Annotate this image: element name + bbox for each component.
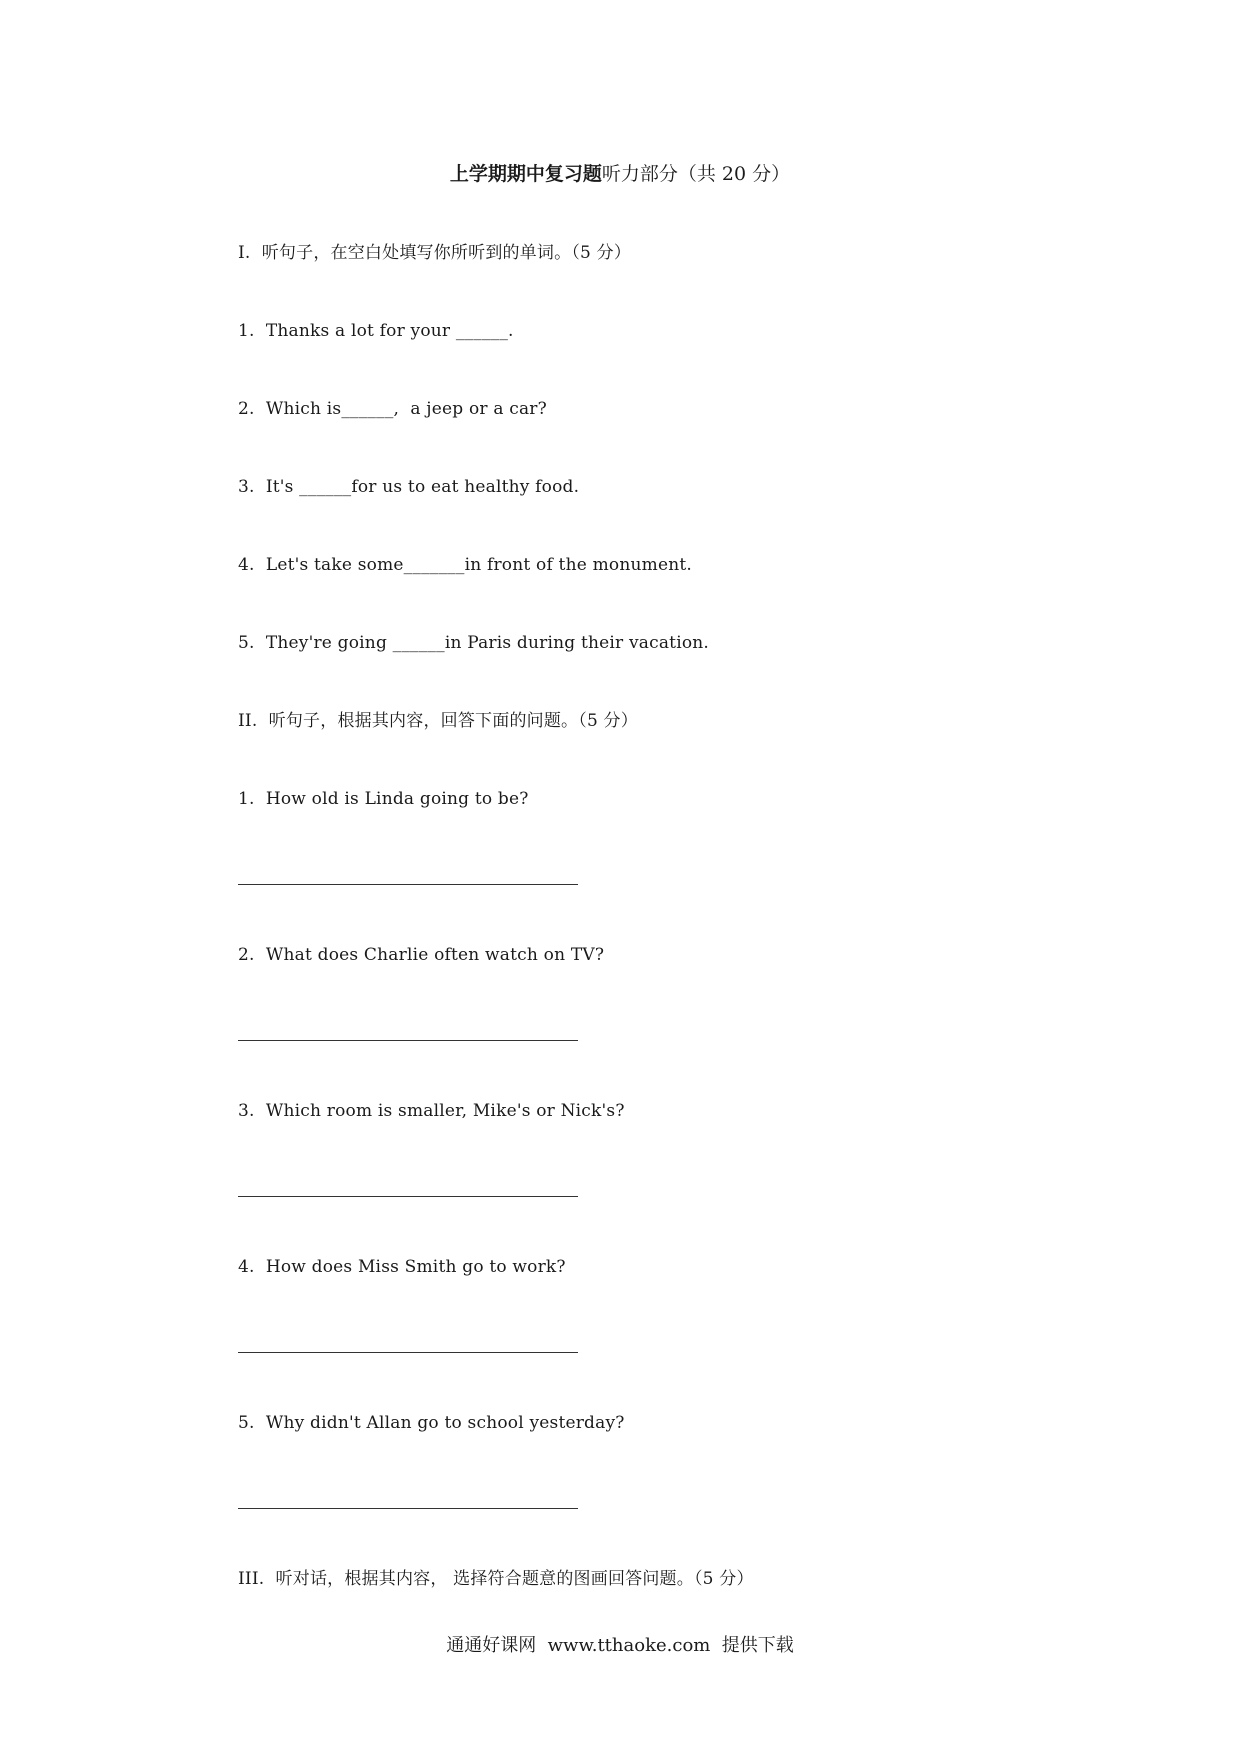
section1-heading: I. 听句子，在空白处填写你所听到的单词。（5 分） (238, 243, 632, 263)
answer-line[interactable] (238, 884, 578, 885)
section2-question-5: 5. Why didn't Allan go to school yesterday? (238, 1413, 625, 1433)
section2-heading: II. 听句子，根据其内容，回答下面的问题。（5 分） (238, 711, 638, 731)
section1-item-4: 4. Let's take some_______in front of the monument. (238, 555, 693, 575)
title-normal: 听力部分（共 20 分） (601, 163, 791, 185)
section1-item-1: 1. Thanks a lot for your ______. (238, 321, 514, 341)
answer-line[interactable] (238, 1196, 578, 1197)
section1-item-5: 5. They're going ______in Paris during their vacation. (238, 633, 710, 653)
answer-line[interactable] (238, 1040, 578, 1041)
section1-item-3: 3. It's ______for us to eat healthy food. (238, 477, 580, 497)
page-title (0, 162, 1240, 186)
title-bold: 上学期期中复习题 (449, 163, 602, 185)
section2-question-2: 2. What does Charlie often watch on TV? (238, 945, 605, 965)
section1-item-2: 2. Which is______, a jeep or a car? (238, 399, 547, 419)
answer-line[interactable] (238, 1508, 578, 1509)
section2-question-3: 3. Which room is smaller, Mike's or Nick's? (238, 1101, 625, 1121)
answer-line[interactable] (238, 1352, 578, 1353)
section2-question-1: 1. How old is Linda going to be? (238, 789, 529, 809)
footer-credit: 通通好课网 www.tthaoke.com 提供下载 (446, 1635, 794, 1656)
section3-heading: III. 听对话，根据其内容， 选择符合题意的图画回答问题。（5 分） (238, 1569, 754, 1589)
section2-question-4: 4. How does Miss Smith go to work? (238, 1257, 566, 1277)
